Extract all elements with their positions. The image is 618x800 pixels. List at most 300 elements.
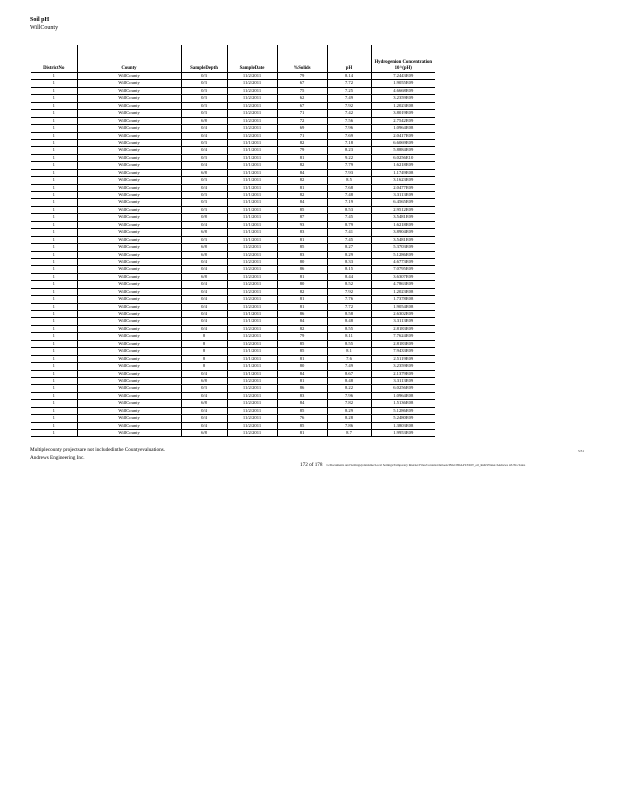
cell-solids: 83 <box>277 251 327 258</box>
cell-sampledepth: 6/8 <box>181 273 227 280</box>
col-header-hydrogen-concentration: Hydrogenion Concentration 10^(pH) <box>371 45 435 73</box>
cell-solids: 75 <box>277 87 327 94</box>
table-row <box>31 95 435 102</box>
table-row <box>31 266 435 273</box>
cell-county: WillCounty <box>77 184 181 191</box>
cell-county: WillCounty <box>77 333 181 340</box>
cell-sampledepth: 0/3 <box>181 177 227 184</box>
cell-county: WillCounty <box>77 281 181 288</box>
cell-solids: 85 <box>277 206 327 213</box>
cell-hydrogen-concentration: 3.5481E09 <box>371 236 435 243</box>
cell-county: WillCounty <box>77 139 181 146</box>
cell-ph: 7.72 <box>327 303 371 310</box>
cell-sampledate: 11/2/2011 <box>227 80 277 87</box>
cell-county: WillCounty <box>77 385 181 392</box>
cell-sampledepth: 6/8 <box>181 377 227 384</box>
cell-sampledepth: 0/8 <box>181 214 227 221</box>
cell-districtno: 1 <box>31 407 77 414</box>
cell-solids: 82 <box>277 177 327 184</box>
cell-ph: 8.28 <box>327 415 371 422</box>
cell-districtno: 1 <box>31 102 77 109</box>
cell-sampledepth: 0/3 <box>181 206 227 213</box>
cell-ph: 7.25 <box>327 87 371 94</box>
cell-sampledepth: 0/4 <box>181 407 227 414</box>
cell-ph: 7.49 <box>327 95 371 102</box>
cell-hydrogen-concentration: 1.9953E09 <box>371 430 435 437</box>
cell-sampledepth: 0/3 <box>181 199 227 206</box>
cell-sampledepth: 0/4 <box>181 162 227 169</box>
cell-sampledate: 11/2/2011 <box>227 415 277 422</box>
cell-districtno: 1 <box>31 266 77 273</box>
cell-hydrogen-concentration: 1.0964E08 <box>371 392 435 399</box>
cell-districtno: 1 <box>31 355 77 362</box>
table-row <box>31 251 435 258</box>
cell-ph: 7.92 <box>327 288 371 295</box>
table-row <box>31 177 435 184</box>
cell-districtno: 1 <box>31 236 77 243</box>
table-row <box>31 400 435 407</box>
cell-hydrogen-concentration: 6.0256E10 <box>371 154 435 161</box>
cell-districtno: 1 <box>31 87 77 94</box>
cell-solids: 67 <box>277 80 327 87</box>
cell-hydrogen-concentration: 7.7624E09 <box>371 333 435 340</box>
cell-county: WillCounty <box>77 147 181 154</box>
cell-county: WillCounty <box>77 199 181 206</box>
cell-sampledate: 11/2/2011 <box>227 333 277 340</box>
cell-districtno: 1 <box>31 162 77 169</box>
cell-sampledate: 11/1/2011 <box>227 184 277 191</box>
table-row <box>31 385 435 392</box>
cell-districtno: 1 <box>31 363 77 370</box>
cell-ph: 7.76 <box>327 296 371 303</box>
table-row <box>31 80 435 87</box>
cell-sampledepth: 0/4 <box>181 318 227 325</box>
cell-districtno: 1 <box>31 296 77 303</box>
cell-ph: 7.68 <box>327 184 371 191</box>
cell-hydrogen-concentration: 6.4565E09 <box>371 199 435 206</box>
cell-ph: 8.53 <box>327 206 371 213</box>
cell-sampledate: 11/2/2011 <box>227 244 277 251</box>
cell-sampledepth: 0/4 <box>181 281 227 288</box>
cell-ph: 8.58 <box>327 311 371 318</box>
cell-county: WillCounty <box>77 236 181 243</box>
cell-sampledate: 11/2/2011 <box>227 251 277 258</box>
table-row <box>31 192 435 199</box>
cell-solids: 82 <box>277 288 327 295</box>
cell-county: WillCounty <box>77 407 181 414</box>
table-row <box>31 340 435 347</box>
cell-county: WillCounty <box>77 258 181 265</box>
cell-sampledate: 11/1/2011 <box>227 214 277 221</box>
cell-districtno: 1 <box>31 385 77 392</box>
cell-solids: 62 <box>277 95 327 102</box>
file-path: G:Documents and Settings/pdanisme/Local Settings/Temporary Internet Files/Content.Outlook/INGC8DA4Y/DOT_oil_ReKSWater/Andrews 4/USG Sales <box>326 463 526 467</box>
cell-sampledate: 11/1/2011 <box>227 199 277 206</box>
cell-sampledate: 11/2/2011 <box>227 296 277 303</box>
table-row <box>31 258 435 265</box>
cell-sampledepth: 0/3 <box>181 139 227 146</box>
cell-sampledepth: 8 <box>181 333 227 340</box>
cell-ph: 8.55 <box>327 340 371 347</box>
cell-hydrogen-concentration: 1.2023E08 <box>371 102 435 109</box>
cell-ph: 8.67 <box>327 370 371 377</box>
cell-sampledate: 11/1/2011 <box>227 355 277 362</box>
cell-solids: 72 <box>277 117 327 124</box>
cell-hydrogen-concentration: 2.7542E09 <box>371 117 435 124</box>
cell-solids: 84 <box>277 400 327 407</box>
table-row <box>31 102 435 109</box>
table-row <box>31 206 435 213</box>
cell-districtno: 1 <box>31 154 77 161</box>
cell-sampledate: 11/2/2011 <box>227 281 277 288</box>
table-row <box>31 415 435 422</box>
cell-ph: 8.14 <box>327 73 371 80</box>
cell-ph: 8.52 <box>327 281 371 288</box>
cell-hydrogen-concentration: 3.2359E09 <box>371 95 435 102</box>
cell-districtno: 1 <box>31 132 77 139</box>
cell-hydrogen-concentration: 5.8884E09 <box>371 147 435 154</box>
col-header-sampledepth: SampleDepth <box>181 45 227 73</box>
cell-sampledepth: 0/3 <box>181 80 227 87</box>
cell-sampledepth: 8 <box>181 355 227 362</box>
cell-county: WillCounty <box>77 132 181 139</box>
cell-hydrogen-concentration: 3.3113E09 <box>371 377 435 384</box>
table-row <box>31 73 435 80</box>
table-row <box>31 110 435 117</box>
cell-solids: 80 <box>277 363 327 370</box>
cell-sampledepth: 0/4 <box>181 392 227 399</box>
cell-sampledate: 11/2/2011 <box>227 377 277 384</box>
cell-sampledepth: 0/4 <box>181 184 227 191</box>
cell-sampledate: 11/2/2011 <box>227 73 277 80</box>
cell-hydrogen-concentration: 3.8904E09 <box>371 229 435 236</box>
cell-sampledate: 11/1/2011 <box>227 236 277 243</box>
cell-hydrogen-concentration: 5.1286E09 <box>371 407 435 414</box>
cell-county: WillCounty <box>77 303 181 310</box>
cell-county: WillCounty <box>77 392 181 399</box>
cell-sampledepth: 0/3 <box>181 95 227 102</box>
cell-county: WillCounty <box>77 288 181 295</box>
cell-sampledepth: 6/8 <box>181 244 227 251</box>
cell-hydrogen-concentration: 3.2359E09 <box>371 363 435 370</box>
cell-ph: 7.6 <box>327 355 371 362</box>
cell-hydrogen-concentration: 2.6302E09 <box>371 311 435 318</box>
cell-sampledate: 11/1/2011 <box>227 139 277 146</box>
cell-sampledepth: 0/4 <box>181 422 227 429</box>
cell-hydrogen-concentration: 1.2023E08 <box>371 288 435 295</box>
cell-sampledate: 11/1/2011 <box>227 229 277 236</box>
cell-county: WillCounty <box>77 296 181 303</box>
table-row <box>31 221 435 228</box>
cell-solids: 81 <box>277 430 327 437</box>
cell-hydrogen-concentration: 5.3703E09 <box>371 244 435 251</box>
cell-sampledepth: 0/4 <box>181 288 227 295</box>
cell-districtno: 1 <box>31 199 77 206</box>
cell-districtno: 1 <box>31 318 77 325</box>
cell-ph: 8.27 <box>327 244 371 251</box>
cell-solids: 85 <box>277 348 327 355</box>
cell-county: WillCounty <box>77 251 181 258</box>
cell-ph: 7.18 <box>327 139 371 146</box>
table-row <box>31 199 435 206</box>
cell-solids: 81 <box>277 154 327 161</box>
table-row <box>31 125 435 132</box>
cell-ph: 7.96 <box>327 125 371 132</box>
cell-ph: 7.92 <box>327 102 371 109</box>
cell-districtno: 1 <box>31 377 77 384</box>
cell-sampledate: 11/2/2011 <box>227 392 277 399</box>
cell-county: WillCounty <box>77 192 181 199</box>
cell-ph: 8.48 <box>327 377 371 384</box>
cell-county: WillCounty <box>77 422 181 429</box>
cell-districtno: 1 <box>31 177 77 184</box>
cell-sampledepth: 6/8 <box>181 400 227 407</box>
cell-county: WillCounty <box>77 355 181 362</box>
cell-hydrogen-concentration: 5.2480E09 <box>371 415 435 422</box>
cell-districtno: 1 <box>31 333 77 340</box>
cell-districtno: 1 <box>31 415 77 422</box>
cell-solids: 87 <box>277 214 327 221</box>
cell-sampledate: 11/2/2011 <box>227 258 277 265</box>
cell-solids: 86 <box>277 311 327 318</box>
col-header-solids: %Solids <box>277 45 327 73</box>
cell-sampledate: 11/1/2011 <box>227 348 277 355</box>
cell-ph: 7.48 <box>327 192 371 199</box>
cell-hydrogen-concentration: 6.0256E09 <box>371 385 435 392</box>
cell-districtno: 1 <box>31 221 77 228</box>
cell-districtno: 1 <box>31 273 77 280</box>
cell-hydrogen-concentration: 7.9433E09 <box>371 348 435 355</box>
cell-county: WillCounty <box>77 95 181 102</box>
table-row <box>31 377 435 384</box>
cell-solids: 82 <box>277 162 327 169</box>
cell-sampledepth: 0/3 <box>181 385 227 392</box>
cell-districtno: 1 <box>31 139 77 146</box>
cell-county: WillCounty <box>77 318 181 325</box>
cell-ph: 8.23 <box>327 147 371 154</box>
cell-solids: 85 <box>277 340 327 347</box>
cell-hydrogen-concentration: 4.6668E09 <box>371 87 435 94</box>
cell-districtno: 1 <box>31 258 77 265</box>
table-row <box>31 348 435 355</box>
table-row <box>31 407 435 414</box>
table-row <box>31 303 435 310</box>
cell-sampledate: 11/1/2011 <box>227 311 277 318</box>
cell-ph: 8.33 <box>327 258 371 265</box>
cell-districtno: 1 <box>31 117 77 124</box>
cell-solids: 83 <box>277 229 327 236</box>
cell-ph: 7.86 <box>327 422 371 429</box>
cell-hydrogen-concentration: 1.0964E08 <box>371 125 435 132</box>
cell-districtno: 1 <box>31 430 77 437</box>
cell-sampledate: 11/2/2011 <box>227 325 277 332</box>
cell-districtno: 1 <box>31 73 77 80</box>
cell-ph: 7.45 <box>327 214 371 221</box>
cell-solids: 85 <box>277 407 327 414</box>
cell-districtno: 1 <box>31 229 77 236</box>
cell-sampledate: 11/1/2011 <box>227 192 277 199</box>
cell-county: WillCounty <box>77 348 181 355</box>
cell-hydrogen-concentration: 1.9055E09 <box>371 80 435 87</box>
cell-sampledate: 11/1/2011 <box>227 162 277 169</box>
table-row <box>31 117 435 124</box>
cell-sampledate: 11/2/2011 <box>227 303 277 310</box>
cell-solids: 79 <box>277 73 327 80</box>
cell-sampledate: 11/2/2011 <box>227 288 277 295</box>
cell-districtno: 1 <box>31 392 77 399</box>
cell-sampledepth: 6/8 <box>181 430 227 437</box>
cell-sampledate: 11/2/2011 <box>227 400 277 407</box>
cell-ph: 8.29 <box>327 407 371 414</box>
cell-hydrogen-concentration: 2.1379E09 <box>371 370 435 377</box>
cell-ph: 9.22 <box>327 154 371 161</box>
footer-note-multicounty: Multiplecounty projectsare not includedinthe Countyevaluations. <box>30 447 165 453</box>
cell-sampledate: 11/1/2011 <box>227 206 277 213</box>
table-row <box>31 422 435 429</box>
cell-hydrogen-concentration: 7.0795E09 <box>371 266 435 273</box>
cell-sampledate: 11/2/2011 <box>227 87 277 94</box>
table-row <box>31 318 435 325</box>
cell-solids: 67 <box>277 102 327 109</box>
cell-ph: 7.42 <box>327 110 371 117</box>
cell-county: WillCounty <box>77 80 181 87</box>
table-row <box>31 229 435 236</box>
cell-solids: 71 <box>277 110 327 117</box>
cell-solids: 82 <box>277 192 327 199</box>
footer-page-line <box>300 453 590 471</box>
cell-county: WillCounty <box>77 177 181 184</box>
cell-sampledate: 11/2/2011 <box>227 125 277 132</box>
cell-hydrogen-concentration: 1.3803E08 <box>371 422 435 429</box>
cell-county: WillCounty <box>77 229 181 236</box>
table-row <box>31 132 435 139</box>
cell-hydrogen-concentration: 7.2443E09 <box>371 73 435 80</box>
cell-districtno: 1 <box>31 244 77 251</box>
table-row <box>31 333 435 340</box>
cell-ph: 7.56 <box>327 117 371 124</box>
cell-sampledate: 11/1/2011 <box>227 370 277 377</box>
report-title: Soil pH <box>30 17 50 23</box>
cell-sampledepth: 0/3 <box>181 73 227 80</box>
cell-solids: 79 <box>277 147 327 154</box>
table-row <box>31 87 435 94</box>
col-header-sampledate: SampleDate <box>227 45 277 73</box>
cell-county: WillCounty <box>77 430 181 437</box>
cell-sampledate: 11/2/2011 <box>227 385 277 392</box>
cell-districtno: 1 <box>31 214 77 221</box>
cell-ph: 7.79 <box>327 162 371 169</box>
cell-solids: 80 <box>277 258 327 265</box>
cell-sampledepth: 0/4 <box>181 296 227 303</box>
cell-ph: 8.48 <box>327 318 371 325</box>
cell-districtno: 1 <box>31 348 77 355</box>
cell-ph: 8.7 <box>327 430 371 437</box>
cell-solids: 84 <box>277 318 327 325</box>
cell-hydrogen-concentration: 1.7378E08 <box>371 296 435 303</box>
cell-hydrogen-concentration: 3.6307E09 <box>371 273 435 280</box>
cell-ph: 7.72 <box>327 80 371 87</box>
cell-ph: 7.96 <box>327 392 371 399</box>
cell-county: WillCounty <box>77 244 181 251</box>
cell-hydrogen-concentration: 6.6069E09 <box>371 139 435 146</box>
cell-sampledate: 11/2/2011 <box>227 430 277 437</box>
cell-sampledate: 11/2/2011 <box>227 132 277 139</box>
cell-districtno: 1 <box>31 95 77 102</box>
cell-hydrogen-concentration: 1.6218E09 <box>371 162 435 169</box>
cell-hydrogen-concentration: 5.1286E09 <box>371 251 435 258</box>
cell-ph: 7.45 <box>327 236 371 243</box>
col-header-districtno: DistrictNo <box>31 45 77 73</box>
cell-county: WillCounty <box>77 415 181 422</box>
cell-hydrogen-concentration: 4.7863E09 <box>371 281 435 288</box>
cell-sampledate: 11/1/2011 <box>227 169 277 176</box>
cell-sampledepth: 0/4 <box>181 221 227 228</box>
cell-solids: 84 <box>277 370 327 377</box>
cell-solids: 86 <box>277 266 327 273</box>
cell-county: WillCounty <box>77 221 181 228</box>
cell-solids: 84 <box>277 169 327 176</box>
cell-county: WillCounty <box>77 117 181 124</box>
table-row <box>31 281 435 288</box>
cell-districtno: 1 <box>31 340 77 347</box>
cell-county: WillCounty <box>77 110 181 117</box>
cell-county: WillCounty <box>77 214 181 221</box>
table-row <box>31 169 435 176</box>
cell-districtno: 1 <box>31 311 77 318</box>
cell-county: WillCounty <box>77 154 181 161</box>
cell-hydrogen-concentration: 1.6218E09 <box>371 221 435 228</box>
table-row <box>31 288 435 295</box>
cell-hydrogen-concentration: 2.5119E09 <box>371 355 435 362</box>
cell-sampledepth: 0/3 <box>181 236 227 243</box>
cell-sampledepth: 0/4 <box>181 415 227 422</box>
table-row <box>31 296 435 303</box>
cell-ph: 7.93 <box>327 169 371 176</box>
cell-solids: 69 <box>277 125 327 132</box>
table-row <box>31 363 435 370</box>
table-row <box>31 236 435 243</box>
cell-solids: 84 <box>277 199 327 206</box>
cell-sampledepth: 0/3 <box>181 87 227 94</box>
cell-ph: 7.49 <box>327 363 371 370</box>
cell-districtno: 1 <box>31 400 77 407</box>
report-subtitle: WillCounty <box>30 25 59 31</box>
cell-sampledate: 11/1/2011 <box>227 363 277 370</box>
cell-sampledepth: 0/4 <box>181 132 227 139</box>
cell-ph: 8.5 <box>327 177 371 184</box>
footer-company: Andrews Engineering Inc. <box>30 455 85 461</box>
cell-county: WillCounty <box>77 102 181 109</box>
col-header-ph: pH <box>327 45 371 73</box>
cell-districtno: 1 <box>31 206 77 213</box>
cell-ph: 7.41 <box>327 229 371 236</box>
cell-sampledepth: 8 <box>181 363 227 370</box>
cell-county: WillCounty <box>77 377 181 384</box>
cell-solids: 82 <box>277 325 327 332</box>
cell-sampledate: 11/2/2011 <box>227 422 277 429</box>
cell-districtno: 1 <box>31 184 77 191</box>
table-row <box>31 311 435 318</box>
cell-ph: 8.55 <box>327 325 371 332</box>
cell-sampledepth: 0/4 <box>181 258 227 265</box>
table-row <box>31 184 435 191</box>
cell-sampledate: 11/2/2011 <box>227 95 277 102</box>
table-row <box>31 154 435 161</box>
cell-county: WillCounty <box>77 400 181 407</box>
cell-solids: 81 <box>277 273 327 280</box>
cell-county: WillCounty <box>77 370 181 377</box>
cell-sampledepth: 0/3 <box>181 154 227 161</box>
